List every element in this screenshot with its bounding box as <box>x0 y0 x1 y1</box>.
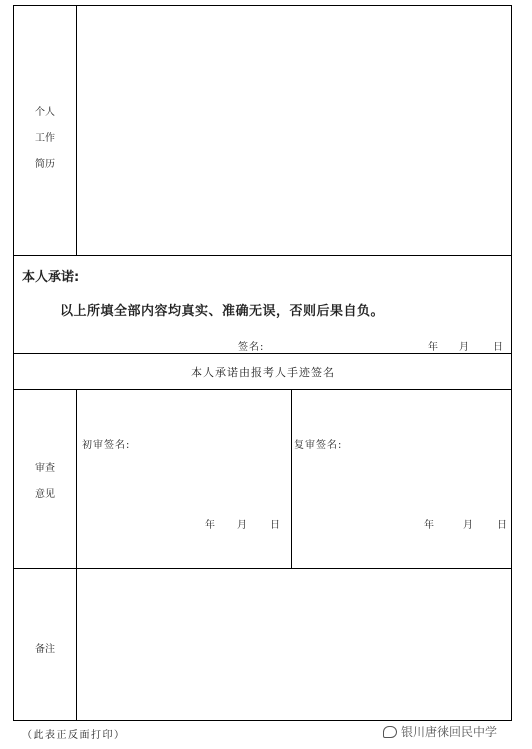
watermark-text: 银川唐徕回民中学 <box>401 725 498 739</box>
pledge-title: 本人承诺: <box>22 270 80 285</box>
row-divider <box>13 255 512 256</box>
column-divider <box>291 389 292 569</box>
pledge-year: 年 <box>428 342 439 353</box>
wechat-icon <box>383 726 397 738</box>
pledge-statement: 以上所填全部内容均真实、准确无误，否则后果自负。 <box>60 304 385 319</box>
second-review-sign-label: 复审签名: <box>294 440 343 451</box>
table-border-bottom <box>13 720 512 721</box>
first-review-sign-label: 初审签名: <box>82 440 131 451</box>
print-note: （此表正反面打印） <box>22 730 126 741</box>
table-border-top <box>13 5 512 6</box>
review-label-line: 审查 <box>35 463 55 474</box>
remarks-label: 备注 <box>35 644 55 655</box>
first-review-year: 年 <box>205 520 216 531</box>
remarks-content-area[interactable] <box>78 570 510 719</box>
second-review-day: 日 <box>497 520 508 531</box>
resume-label-line: 个人 <box>35 107 55 118</box>
resume-label-line: 工作 <box>35 133 55 144</box>
pledge-day: 日 <box>493 342 504 353</box>
table-border-right <box>511 5 512 721</box>
row-divider <box>13 353 512 354</box>
second-review-year: 年 <box>424 520 435 531</box>
second-review-month: 月 <box>463 520 474 531</box>
first-review-day: 日 <box>270 520 281 531</box>
pledge-sign-label: 签名: <box>238 342 265 353</box>
resume-label-line: 简历 <box>35 159 55 170</box>
column-divider <box>76 389 77 721</box>
pledge-month: 月 <box>459 342 470 353</box>
row-divider <box>13 389 512 390</box>
first-review-month: 月 <box>237 520 248 531</box>
column-divider <box>76 5 77 256</box>
resume-content-area[interactable] <box>78 7 510 254</box>
resume-label <box>15 100 75 178</box>
watermark <box>383 723 497 740</box>
table-border-left <box>13 5 14 721</box>
row-divider <box>13 568 512 569</box>
handwrite-note: 本人承诺由报考人手迹签名 <box>191 366 335 379</box>
review-label-line: 意见 <box>35 489 55 500</box>
review-label <box>15 456 75 508</box>
